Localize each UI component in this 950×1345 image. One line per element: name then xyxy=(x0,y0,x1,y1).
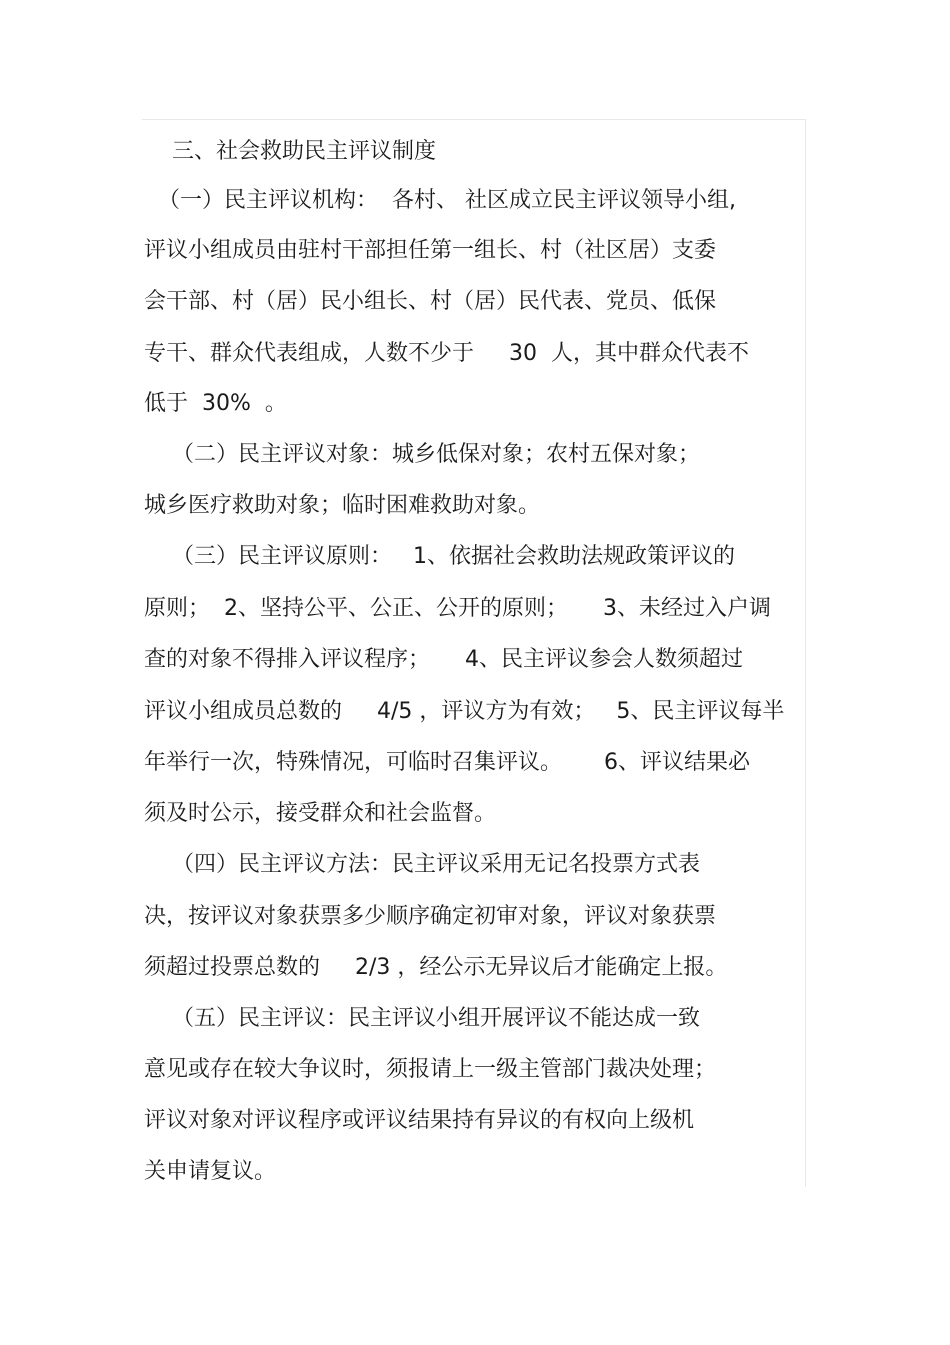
text-line: 年举行一次，特殊情况，可临时召集评议。 6、评议结果必 xyxy=(144,750,750,775)
text-line: 须超过投票总数的 2/3 ，经公示无异议后才能确定上报。 xyxy=(144,955,728,980)
text-line: （五）民主评议：民主评议小组开展评议不能达成一致 xyxy=(144,1006,700,1031)
text-line: 意见或存在较大争议时，须报请上一级主管部门裁决处理； xyxy=(144,1057,717,1082)
text-line: 评议对象对评议程序或评议结果持有异议的有权向上级机 xyxy=(144,1108,695,1133)
text-line: （一）民主评议机构： 各村、 社区成立民主评议领导小组, xyxy=(144,188,736,213)
section-heading: 三、社会救助民主评议制度 xyxy=(144,139,436,164)
text-line: 会干部、村（居）民小组长、村（居）民代表、党员、低保 xyxy=(144,289,717,314)
text-line: 评议小组成员由驻村干部担任第一组长、村（社区居）支委 xyxy=(144,238,717,263)
text-line: 原则； 2、坚持公平、公正、公开的原则； 3、未经过入户调 xyxy=(144,596,771,621)
text-line: 城乡医疗救助对象；临时困难救助对象。 xyxy=(144,493,541,518)
text-line: （二）民主评议对象：城乡低保对象；农村五保对象； xyxy=(144,442,700,467)
text-line: 查的对象不得排入评议程序； 4、民主评议参会人数须超过 xyxy=(144,647,743,672)
text-line: （四）民主评议方法：民主评议采用无记名投票方式表 xyxy=(144,852,700,877)
text-line: 低于 30% 。 xyxy=(144,391,287,416)
text-line: 评议小组成员总数的 4/5 ，评议方为有效； 5、民主评议每半 xyxy=(144,699,785,724)
text-line: 须及时公示，接受群众和社会监督。 xyxy=(144,801,497,826)
text-line: （三）民主评议原则： 1、依据社会救助法规政策评议的 xyxy=(144,544,735,569)
text-line: 专干、群众代表组成，人数不少于 30 人，其中群众代表不 xyxy=(144,341,749,366)
text-line: 关申请复议。 xyxy=(144,1159,277,1184)
text-line: 决，按评议对象获票多少顺序确定初审对象，评议对象获票 xyxy=(144,904,717,929)
